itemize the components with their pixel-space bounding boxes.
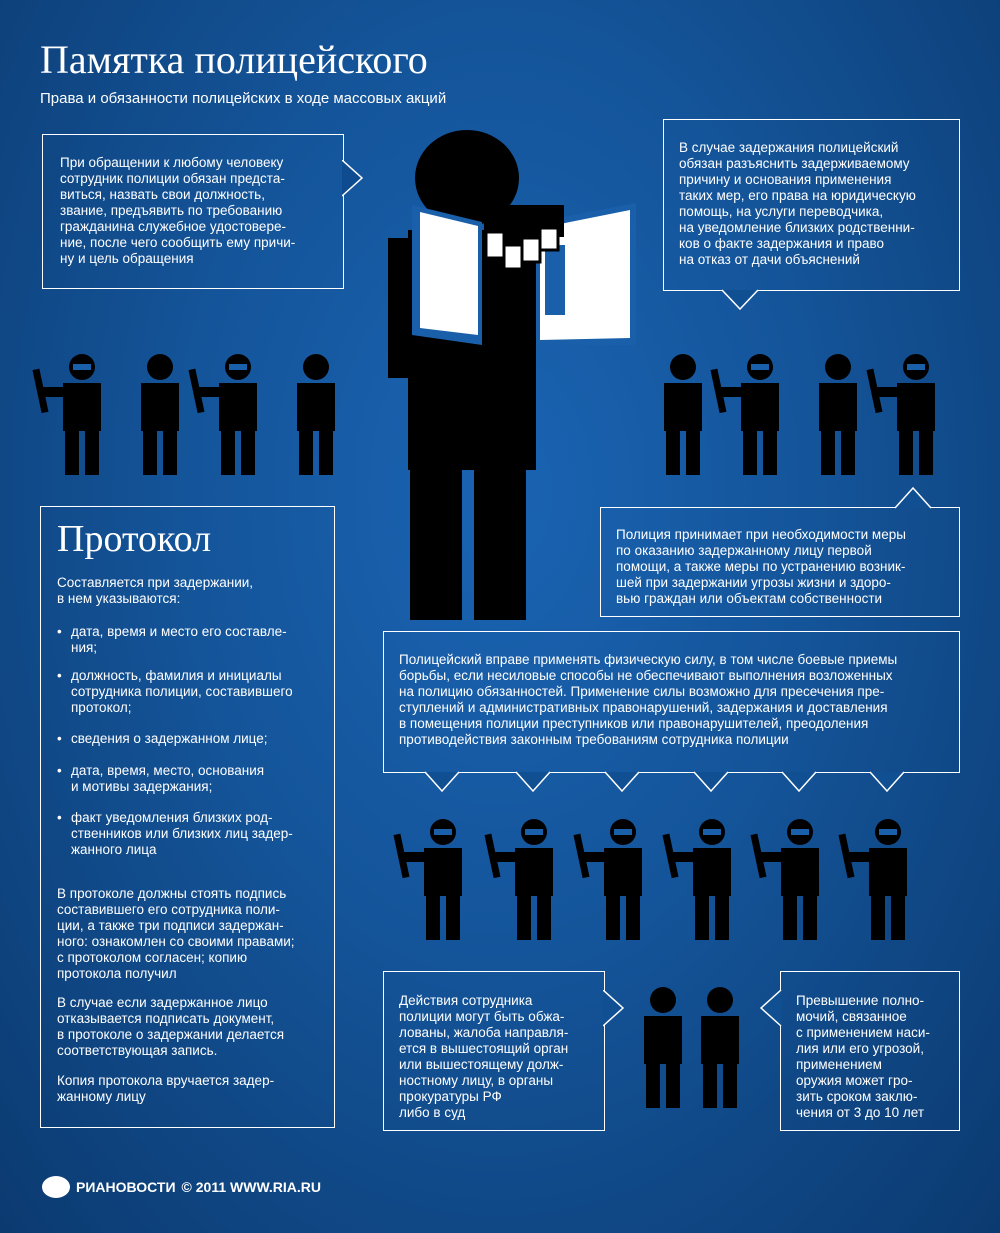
protocol-item: • должность, фамилия и инициалы сотрудника полиции, составившего протокол; — [71, 668, 293, 716]
speech-tail-icon — [895, 485, 935, 509]
page-title: Памятка полицейского — [40, 37, 428, 82]
page-subtitle: Права и обязанности полицейских в ходе массовых акций — [40, 90, 447, 107]
protocol-refusal: В случае если задержанное лицо отказывается подписать документ, в протоколе о задержании делается соответствующая запись. — [57, 995, 285, 1058]
speech-tail-icon — [603, 990, 627, 1030]
protocol-item: • факт уведомления близких род- ственников или близких лиц задер- жанного лица — [71, 810, 293, 858]
footer — [42, 1176, 321, 1198]
physical-force-box: Полицейский вправе применять физическую силу, в том числе боевые приемы борьбы, если несиловые способы не обеспечивают выполнения возложенных на полицию обязанностей. Применение силы возможно для пресечения пре- ступлений и административных правонарушений, задержания и доставления в помещения полиции преступников или правонарушителей, преодоления противодействия законным требованиям сотрудника полиции — [383, 631, 960, 773]
protocol-item: • дата, время, место, основания и мотивы задержания; — [71, 763, 264, 795]
appeal-box: Действия сотрудника полиции могут быть обжа- лованы, жалоба направля- ется в вышестоящий орган или вышестоящему долж- ностному лицу, в органы прокуратуры РФ либо в суд — [383, 971, 605, 1131]
speech-tails-icon — [425, 771, 945, 797]
protocol-title: Протокол — [57, 518, 212, 560]
excess-authority-box: Превышение полно- мочий, связанное с применением наси- лия или его угрозой, применением оружия может гро- зить сроком заклю- чения от 3 до 10 лет — [780, 971, 960, 1131]
protocol-item: • дата, время и место его составле- ния; — [71, 624, 287, 656]
copyright: © 2011 WWW.RIA.RU — [181, 1179, 321, 1195]
protocol-signatures: В протоколе должны стоять подпись составившего его сотрудника поли- ции, а также три подписи задержан- ного: ознакомлен со своими правами; с протоколом согласен; копию протокола получил — [57, 886, 295, 981]
protocol-intro: Составляется при задержании, в нем указываются: — [57, 575, 254, 606]
detention-rights-box: В случае задержания полицейский обязан разъяснить задерживаемому причину и основания применения таких мер, его права на юридическую помощь, на услуги переводчика, на уведомление близких родственни- ков о факте задержания и право на отказ от дачи объяснений — [663, 119, 960, 291]
first-aid-box: Полиция принимает при необходимости меры по оказанию задержанному лицу первой помощи, а также меры по устранению возник- шей при задержании угрозы жизни и здоро- вью граждан или объектам собственности — [600, 507, 960, 617]
speech-tail-icon — [342, 160, 366, 200]
speech-tail-icon — [722, 289, 762, 313]
protocol-item: • сведения о задержанном лице; — [71, 731, 268, 747]
protocol-copy: Копия протокола вручается задер- жанному лицу — [57, 1073, 275, 1104]
big-officer-figure — [388, 130, 636, 620]
ria-logo-icon — [42, 1176, 70, 1198]
brand-ria: РИА — [76, 1179, 106, 1195]
brand-novosti: НОВОСТИ — [105, 1179, 176, 1195]
speech-tail-icon — [758, 990, 782, 1030]
intro-box: При обращении к любому человеку сотрудник полиции обязан предста- виться, назвать свои должность, звание, предъявить по требованию гражданина служебное удостовере- ние, после чего сообщить ему причи- ну и цель обращения — [42, 134, 344, 289]
